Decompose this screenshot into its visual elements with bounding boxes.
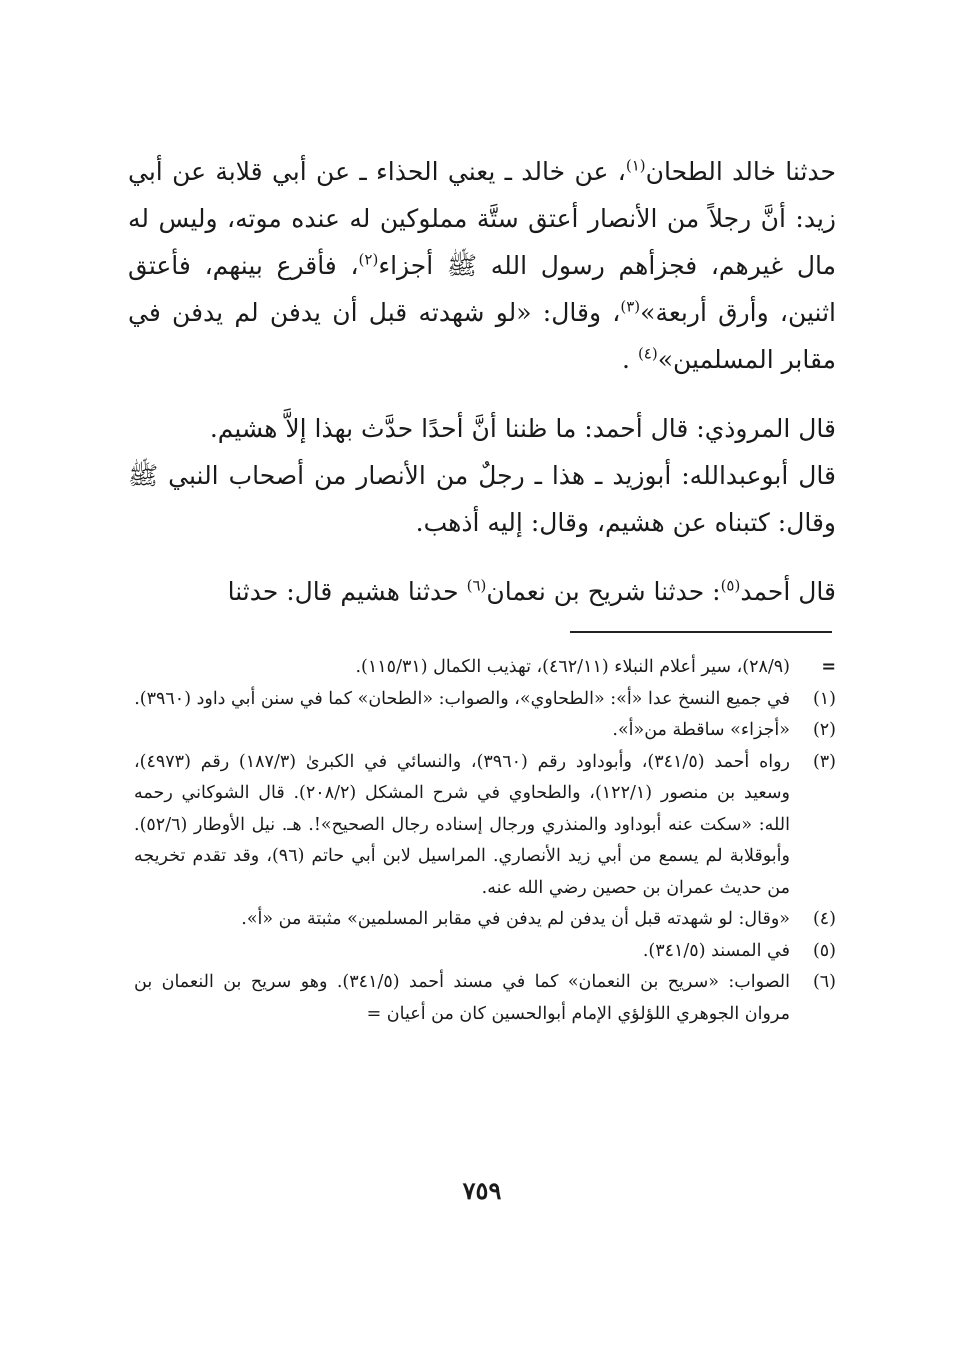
footnote-6: [134, 967, 836, 1030]
footnote-separator: [570, 631, 832, 633]
footnote-2: [134, 715, 836, 747]
footnote-number: (٦): [812, 972, 836, 992]
footnote-text: في المسند (٣٤١/٥).: [642, 940, 790, 961]
footnote-ref-2: (٢): [358, 250, 379, 269]
footnote-number: (٢): [812, 720, 836, 740]
main-text: [128, 148, 836, 615]
footnote-number: =: [821, 657, 836, 677]
footnote-ref-6: (٦): [466, 576, 487, 595]
page-number: ٧٥٩: [462, 1176, 502, 1205]
text-run: حدثنا خالد الطحان: [645, 157, 836, 186]
paragraph-ahmad: [128, 568, 836, 615]
text-run: قال أحمد: [740, 577, 836, 606]
footnote-1: [134, 684, 836, 716]
text-line: قال أبوعبدالله: أبوزيد ـ هذا ـ رجلٌ من الأنصار من أصحاب النبي ﷺ وقال: كتبناه عن هشيم، وقال: إليه أذهب.: [128, 461, 836, 537]
footnote-number: (٣): [812, 751, 836, 772]
text-run: ، وقال: «لو شهدته قبل أن يدفن لم يدفن في مقابر المسلمين»: [128, 298, 836, 374]
text-run: ، فأقرع بينهم، فأعتق اثنين، وأرق أربعة»: [128, 251, 837, 327]
footnote-ref-5: (٥): [720, 576, 741, 595]
footnote-text: «وقال: لو شهدته قبل أن يدفن لم يدفن في مقابر المسلمين» مثبتة من «أ».: [241, 909, 790, 929]
footnote-text: رواه أحمد (٣٤١/٥)، وأبوداود رقم (٣٩٦٠)، والنسائي في الكبرىٰ (١٨٧/٣) رقم (٤٩٧٣)، وسعيد بن منصور (١٢٢/١)، والطحاوي في شرح المشكل (٢٠٨/٢). قال الشوكاني رحمه الله: «سكت عنه أبوداود والمنذري ورجال إسناده رجال الصحيح»!. هـ. نيل الأوطار (٥٢/٦). وأبوقلابة لم يسمع من أبي زيد الأنصاري. المراسيل لابن أبي حاتم (٩٦)، وقد تقدم تخريجه من حديث عمران بن حصين رضي الله عنه.: [134, 751, 790, 898]
text-run: حدثنا هشيم قال: حدثنا: [227, 577, 467, 606]
footnote-text: الصواب: «سريح بن النعمان» كما في مسند أحمد (٣٤١/٥). وهو سريح بن النعمان بن مروان الجوهري اللؤلؤي الإمام أبوالحسين كان من أعيان =: [134, 972, 791, 1024]
footnote-5: [134, 936, 836, 968]
paragraph-hadith: [128, 148, 836, 383]
text-run: ، عن خالد ـ يعني الحذاء ـ عن أبي قلابة عن أبي زيد: أنَّ رجلاً من الأنصار أعتق ستَّة مملوكين له عنده موته، وليس له مال غيرهم، فجزأهم رسول الله ﷺ أجزاء: [128, 157, 837, 280]
text-run: : حدثنا شريح بن نعمان: [486, 577, 721, 606]
footnote-4: [134, 904, 836, 936]
footnote-ref-1: (١): [625, 156, 646, 175]
footnote-3: [134, 747, 836, 905]
footnote-text: (٢٨/٩)، سير أعلام النبلاء (٤٦٢/١١)، تهذيب الكمال (١١٥/٣١).: [355, 657, 790, 677]
footnote-continuation: [134, 652, 836, 684]
footnote-number: (١): [812, 688, 836, 709]
footnotes: [134, 652, 836, 1030]
footnote-number: (٤): [812, 909, 836, 929]
footnote-ref-4: (٤): [637, 344, 658, 363]
footnote-text: «أجزاء» ساقطة من«أ».: [612, 720, 790, 740]
text-line: قال المروذي: قال أحمد: ما ظننا أنَّ أحدًا حدَّث بهذا إلاَّ هشيم.: [209, 414, 836, 443]
footnote-text: في جميع النسخ عدا «أ»: «الطحاوي»، والصواب: «الطحان» كما في سنن أبي داود (٣٩٦٠).: [134, 688, 790, 709]
paragraph-marwadhi: [128, 405, 836, 546]
text-run: .: [622, 345, 630, 374]
footnote-ref-3: (٣): [620, 297, 641, 316]
footnote-number: (٥): [812, 940, 836, 961]
